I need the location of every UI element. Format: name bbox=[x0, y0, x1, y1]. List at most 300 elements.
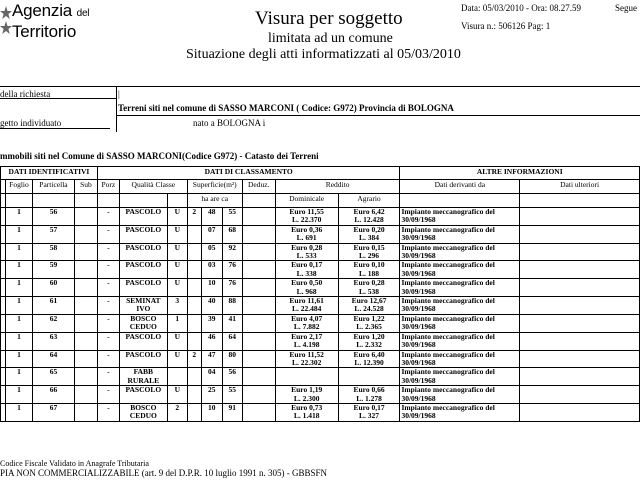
cell-agrario-text: L. 12.428 bbox=[354, 215, 384, 225]
cell-dominicale-text: Euro 2,17 bbox=[291, 332, 323, 341]
footer-line2: PIA NON COMMERCIALIZZABILE (art. 9 del D.P.R. 10 luglio 1991 n. 305) - GBBSFN bbox=[0, 468, 328, 478]
cell-ulteriori bbox=[520, 297, 640, 315]
cell-qualita-text: PASCOLO bbox=[125, 350, 162, 359]
cell-ha bbox=[187, 350, 201, 368]
cell-are bbox=[201, 243, 222, 261]
cell-are-text: 46 bbox=[207, 332, 216, 341]
cell-ca bbox=[222, 314, 242, 332]
cell-ca-text: 92 bbox=[228, 243, 236, 252]
cell-foglio-text: 1 bbox=[17, 314, 21, 323]
cell-dominicale bbox=[275, 403, 338, 421]
cell-dominicale-text: Euro 0,28 bbox=[291, 243, 323, 252]
cell-ca bbox=[222, 368, 242, 386]
cell-derivanti-text: Impianto meccanografico del bbox=[401, 225, 495, 234]
properties-table bbox=[0, 166, 640, 422]
cell-agrario-text: Euro 6,42 bbox=[353, 207, 385, 216]
cell-ulteriori bbox=[520, 261, 640, 279]
cell-ha bbox=[187, 332, 201, 350]
cell-ha bbox=[187, 261, 201, 279]
cell-dominicale bbox=[275, 225, 338, 243]
cell-ha bbox=[187, 208, 201, 226]
cell-foglio-text: 1 bbox=[17, 367, 21, 377]
cell-dominicale-text: Euro 0,73 bbox=[291, 403, 323, 412]
cell-particella bbox=[32, 208, 74, 226]
cell-dominicale-text: Euro 1,19 bbox=[291, 385, 323, 395]
cell-foglio bbox=[5, 314, 32, 332]
cell-agrario bbox=[338, 297, 400, 315]
cell-qualita-text: CEDUO bbox=[129, 322, 157, 332]
cell-particella-text: 61 bbox=[49, 296, 58, 306]
cell-foglio-text: 1 bbox=[17, 350, 21, 359]
cell-are bbox=[201, 403, 222, 421]
cell-porz-text: - bbox=[107, 350, 110, 359]
table-row bbox=[1, 386, 640, 404]
cell-sub bbox=[74, 279, 97, 297]
cell-classe-text: U bbox=[174, 332, 180, 341]
cell-classe bbox=[167, 386, 187, 404]
cell-ca bbox=[222, 332, 242, 350]
cell-foglio bbox=[5, 208, 32, 226]
cell-particella-text: 59 bbox=[49, 260, 58, 270]
cell-particella bbox=[32, 261, 74, 279]
cell-dominicale bbox=[275, 279, 338, 297]
cell-sub bbox=[74, 368, 97, 386]
cell-dominicale bbox=[275, 243, 338, 261]
cell-are-text: 07 bbox=[207, 225, 216, 234]
cell-derivanti-text: 30/09/1968 bbox=[401, 233, 436, 243]
cell-agrario-text: Euro 0,28 bbox=[353, 278, 385, 288]
cell-classe bbox=[167, 332, 187, 350]
cell-derivanti bbox=[400, 368, 520, 386]
cell-deduz bbox=[242, 261, 275, 279]
cell-are-text: 47 bbox=[207, 350, 216, 359]
cell-are bbox=[201, 314, 222, 332]
cell-foglio bbox=[5, 225, 32, 243]
cell-qualita-text: PASCOLO bbox=[125, 207, 162, 216]
cell-classe-text: U bbox=[174, 207, 180, 216]
cell-porz bbox=[97, 314, 119, 332]
cell-dominicale-text: L. 7.882 bbox=[293, 322, 320, 332]
cell-agrario-text: Euro 1,20 bbox=[353, 332, 385, 341]
cell-derivanti-text: Impianto meccanografico del bbox=[401, 403, 495, 412]
cell-classe bbox=[167, 225, 187, 243]
cell-classe-text: U bbox=[174, 385, 180, 395]
cell-ha-text: 2 bbox=[192, 350, 197, 359]
cell-qualita bbox=[119, 279, 167, 297]
cell-dominicale bbox=[275, 386, 338, 404]
cell-derivanti bbox=[400, 386, 520, 404]
cell-deduz bbox=[242, 225, 275, 243]
cell-qualita-text: PASCOLO bbox=[125, 225, 162, 234]
cell-dominicale bbox=[275, 208, 338, 226]
cell-ulteriori bbox=[520, 225, 640, 243]
cell-porz bbox=[97, 386, 119, 404]
cell-ha bbox=[187, 225, 201, 243]
cell-sub bbox=[74, 314, 97, 332]
cell-classe bbox=[167, 243, 187, 261]
cell-dominicale-text: L. 22.302 bbox=[291, 357, 322, 367]
cell-particella-text: 60 bbox=[49, 278, 58, 288]
cell-deduz bbox=[242, 332, 275, 350]
cell-ulteriori bbox=[520, 386, 640, 404]
cell-ulteriori bbox=[520, 403, 640, 421]
cell-agrario-text: L. 296 bbox=[359, 251, 380, 261]
cell-qualita bbox=[119, 403, 167, 421]
cell-are bbox=[201, 332, 222, 350]
cell-porz bbox=[97, 261, 119, 279]
cell-dominicale bbox=[275, 368, 338, 386]
table-row bbox=[1, 261, 640, 279]
cell-foglio bbox=[5, 243, 32, 261]
cell-derivanti-text: 30/09/1968 bbox=[401, 268, 436, 278]
cell-qualita-text: BOSCO bbox=[130, 403, 157, 412]
cell-qualita bbox=[119, 243, 167, 261]
cell-agrario-text: Euro 6,40 bbox=[353, 350, 385, 359]
cell-are-text: 10 bbox=[207, 278, 216, 288]
cell-deduz bbox=[242, 350, 275, 368]
cell-porz-text: - bbox=[107, 278, 110, 288]
cell-classe-text: 2 bbox=[175, 403, 180, 412]
cell-qualita-text: IVO bbox=[136, 304, 151, 314]
cell-agrario bbox=[338, 332, 400, 350]
cell-foglio-text: 1 bbox=[17, 403, 21, 412]
col-foglio: Foglio bbox=[5, 180, 32, 194]
cell-are bbox=[201, 386, 222, 404]
cell-agrario bbox=[338, 350, 400, 368]
cell-agrario-text: Euro 0,10 bbox=[353, 260, 385, 270]
cell-classe-text: U bbox=[174, 260, 180, 270]
cell-ha bbox=[187, 386, 201, 404]
cell-derivanti-text: 30/09/1968 bbox=[401, 304, 436, 314]
cell-derivanti bbox=[400, 208, 520, 226]
cell-agrario bbox=[338, 314, 400, 332]
cell-ca-text: 41 bbox=[228, 314, 236, 323]
cell-particella-text: 67 bbox=[49, 403, 58, 412]
cell-ca-text: 68 bbox=[228, 225, 236, 234]
cell-ha bbox=[187, 403, 201, 421]
cell-ca-text: 76 bbox=[228, 260, 236, 270]
cell-particella bbox=[32, 225, 74, 243]
cell-dominicale bbox=[275, 314, 338, 332]
logo-del: del bbox=[76, 8, 90, 19]
cell-are bbox=[201, 279, 222, 297]
cell-porz bbox=[97, 279, 119, 297]
cell-classe bbox=[167, 350, 187, 368]
cell-sub bbox=[74, 243, 97, 261]
cell-particella-text: 65 bbox=[49, 367, 58, 377]
cell-are-text: 04 bbox=[207, 367, 216, 377]
cell-ca-text: 56 bbox=[228, 367, 236, 377]
cell-ca bbox=[222, 243, 242, 261]
footer-line1: Codice Fiscale Validato in Anagrafe Tributaria bbox=[0, 459, 149, 468]
cell-dominicale-text: L. 968 bbox=[296, 286, 317, 296]
cell-dominicale bbox=[275, 332, 338, 350]
cell-ha bbox=[187, 279, 201, 297]
table-row bbox=[1, 297, 640, 315]
cell-porz-text: - bbox=[107, 260, 110, 270]
cell-derivanti-text: 30/09/1968 bbox=[401, 215, 436, 225]
table-row bbox=[1, 350, 640, 368]
cell-deduz bbox=[242, 243, 275, 261]
cell-foglio-text: 1 bbox=[17, 260, 21, 270]
cell-deduz bbox=[242, 368, 275, 386]
table-row bbox=[1, 243, 640, 261]
cell-classe bbox=[167, 261, 187, 279]
cell-agrario-text: L. 538 bbox=[359, 286, 380, 296]
cell-qualita-text: PASCOLO bbox=[125, 385, 162, 395]
cell-ulteriori bbox=[520, 350, 640, 368]
cell-porz-text: - bbox=[107, 225, 110, 234]
cell-agrario bbox=[338, 243, 400, 261]
cell-are bbox=[201, 208, 222, 226]
cell-ulteriori bbox=[520, 314, 640, 332]
cell-agrario-text: L. 188 bbox=[359, 268, 380, 278]
cell-derivanti bbox=[400, 279, 520, 297]
cell-agrario bbox=[338, 368, 400, 386]
cell-ca-text: 64 bbox=[228, 332, 236, 341]
cell-classe-text: U bbox=[174, 278, 180, 288]
cell-sub bbox=[74, 332, 97, 350]
cell-sub bbox=[74, 403, 97, 421]
cell-agrario-text: Euro 1,22 bbox=[353, 314, 385, 323]
cell-ca bbox=[222, 350, 242, 368]
cell-deduz bbox=[242, 314, 275, 332]
cell-derivanti-text: Impianto meccanografico del bbox=[401, 314, 495, 323]
cell-derivanti bbox=[400, 261, 520, 279]
subheader-ha-are-ca: ha are ca bbox=[187, 194, 242, 208]
cell-porz bbox=[97, 225, 119, 243]
cell-foglio-text: 1 bbox=[17, 332, 21, 341]
cell-deduz bbox=[242, 279, 275, 297]
cell-particella bbox=[32, 386, 74, 404]
cell-agrario bbox=[338, 261, 400, 279]
cell-sub bbox=[74, 208, 97, 226]
cell-agrario-text: Euro 0,66 bbox=[353, 385, 385, 395]
cell-dominicale-text: Euro 0,17 bbox=[291, 260, 323, 270]
cell-qualita bbox=[119, 261, 167, 279]
cell-porz-text: - bbox=[107, 296, 110, 306]
cell-foglio bbox=[5, 386, 32, 404]
cell-derivanti-text: Impianto meccanografico del bbox=[401, 332, 495, 341]
cell-classe-text: U bbox=[174, 350, 180, 359]
subheader-agrario: Agrario bbox=[338, 194, 400, 208]
cell-are bbox=[201, 261, 222, 279]
cell-agrario bbox=[338, 279, 400, 297]
cell-agrario-text: L. 384 bbox=[359, 233, 380, 243]
cell-classe-text: U bbox=[174, 243, 180, 252]
col-ulteriori: Dati ulteriori bbox=[520, 180, 640, 194]
cell-classe bbox=[167, 279, 187, 297]
cell-dominicale-text: Euro 11,61 bbox=[289, 296, 324, 306]
cell-agrario-text: Euro 0,17 bbox=[353, 403, 385, 412]
cell-porz-text: - bbox=[107, 314, 110, 323]
cell-porz-text: - bbox=[107, 367, 110, 377]
cell-derivanti-text: Impianto meccanografico del bbox=[401, 260, 495, 270]
cell-qualita bbox=[119, 368, 167, 386]
group-header-altre: ALTRE INFORMAZIONI bbox=[400, 167, 640, 180]
cell-foglio bbox=[5, 403, 32, 421]
cell-qualita bbox=[119, 386, 167, 404]
cell-derivanti-text: 30/09/1968 bbox=[401, 340, 436, 350]
cell-agrario-text: L. 327 bbox=[359, 411, 380, 421]
cell-qualita-text: FABB bbox=[133, 367, 154, 377]
birth-place: nato a BOLOGNA i bbox=[193, 118, 266, 128]
table-row bbox=[1, 225, 640, 243]
cell-are-text: 48 bbox=[207, 207, 216, 216]
cell-classe bbox=[167, 208, 187, 226]
cell-derivanti-text: 30/09/1968 bbox=[401, 286, 436, 296]
cell-dominicale-text: L. 22.484 bbox=[291, 304, 322, 314]
cell-ca bbox=[222, 261, 242, 279]
cell-dominicale-text: Euro 11,55 bbox=[289, 207, 324, 216]
cell-derivanti bbox=[400, 350, 520, 368]
cell-dominicale-text: L. 1.418 bbox=[293, 411, 320, 421]
cell-qualita bbox=[119, 208, 167, 226]
table-row bbox=[1, 279, 640, 297]
cell-ca bbox=[222, 403, 242, 421]
cell-qualita-text: SEMINAT bbox=[126, 296, 161, 306]
cell-ca-text: 76 bbox=[228, 278, 236, 288]
section-title: mmobili siti nel Comune di SASSO MARCONI(Codice G972) - Catasto dei Terreni bbox=[0, 151, 319, 161]
cell-qualita-text: PASCOLO bbox=[125, 332, 162, 341]
cell-porz bbox=[97, 403, 119, 421]
cell-foglio bbox=[5, 261, 32, 279]
cell-dominicale-text: Euro 0,50 bbox=[291, 278, 323, 288]
cell-sub bbox=[74, 261, 97, 279]
cell-ha bbox=[187, 368, 201, 386]
cell-are bbox=[201, 225, 222, 243]
cell-are-text: 03 bbox=[207, 260, 216, 270]
marker: | bbox=[118, 89, 120, 99]
cell-derivanti-text: Impianto meccanografico del bbox=[401, 243, 495, 252]
cell-derivanti-text: Impianto meccanografico del bbox=[401, 278, 495, 288]
cell-particella bbox=[32, 332, 74, 350]
cell-dominicale bbox=[275, 297, 338, 315]
cell-derivanti bbox=[400, 332, 520, 350]
cell-classe-text: 3 bbox=[175, 296, 180, 306]
subheader-dominicale: Dominicale bbox=[275, 194, 338, 208]
cell-agrario bbox=[338, 386, 400, 404]
cell-qualita bbox=[119, 350, 167, 368]
cell-particella bbox=[32, 297, 74, 315]
cell-classe bbox=[167, 368, 187, 386]
cell-foglio-text: 1 bbox=[17, 278, 21, 288]
cell-derivanti-text: Impianto meccanografico del bbox=[401, 296, 495, 306]
cell-ca bbox=[222, 297, 242, 315]
cell-are-text: 10 bbox=[207, 403, 216, 412]
cell-particella-text: 63 bbox=[49, 332, 58, 341]
cell-derivanti-text: Impianto meccanografico del bbox=[401, 350, 495, 359]
cell-porz-text: - bbox=[107, 385, 110, 395]
col-sub: Sub bbox=[74, 180, 97, 194]
agenzia-territorio-logo bbox=[0, 2, 95, 42]
cell-particella-text: 66 bbox=[49, 385, 58, 395]
cell-ca-text: 55 bbox=[228, 207, 236, 216]
cell-particella-text: 62 bbox=[49, 314, 58, 323]
cell-agrario-text: L. 24.528 bbox=[354, 304, 384, 314]
cell-ca-text: 88 bbox=[228, 296, 236, 306]
cell-qualita bbox=[119, 332, 167, 350]
group-header-class: DATI DI CLASSAMENTO bbox=[97, 167, 400, 180]
cell-dominicale bbox=[275, 350, 338, 368]
cell-agrario bbox=[338, 403, 400, 421]
cell-ca bbox=[222, 225, 242, 243]
cell-porz bbox=[97, 368, 119, 386]
cell-ca bbox=[222, 208, 242, 226]
col-reddito: Reddito bbox=[275, 180, 400, 194]
group-header-ident: DATI IDENTIFICATIVI bbox=[1, 167, 98, 180]
cell-porz-text: - bbox=[107, 207, 110, 216]
cell-sub bbox=[74, 297, 97, 315]
cell-dominicale-text: L. 2.300 bbox=[293, 393, 320, 403]
cell-foglio-text: 1 bbox=[17, 385, 21, 395]
cell-derivanti-text: 30/09/1968 bbox=[401, 251, 436, 261]
cell-ulteriori bbox=[520, 332, 640, 350]
cell-derivanti-text: 30/09/1968 bbox=[401, 393, 436, 403]
cell-porz bbox=[97, 243, 119, 261]
cell-qualita-text: PASCOLO bbox=[125, 278, 162, 288]
cell-ulteriori bbox=[520, 208, 640, 226]
cell-ca-text: 91 bbox=[228, 403, 236, 412]
cell-particella-text: 56 bbox=[49, 207, 58, 216]
cell-ulteriori bbox=[520, 368, 640, 386]
cell-derivanti-text: 30/09/1968 bbox=[401, 322, 436, 332]
cell-ulteriori bbox=[520, 279, 640, 297]
cell-particella-text: 58 bbox=[49, 243, 58, 252]
cell-porz bbox=[97, 332, 119, 350]
cell-qualita bbox=[119, 314, 167, 332]
cell-particella-text: 64 bbox=[49, 350, 58, 359]
cell-particella bbox=[32, 368, 74, 386]
cell-derivanti-text: 30/09/1968 bbox=[401, 357, 436, 367]
cell-are-text: 25 bbox=[207, 385, 216, 395]
logo-line1: Agenzia bbox=[12, 1, 73, 20]
table-row bbox=[1, 314, 640, 332]
cell-qualita-text: PASCOLO bbox=[125, 260, 162, 270]
cell-ca-text: 55 bbox=[228, 385, 236, 395]
logo-line2: Territorio bbox=[12, 22, 77, 41]
cell-agrario-text: Euro 0,15 bbox=[353, 243, 385, 252]
cell-agrario-text: Euro 12,67 bbox=[351, 296, 387, 306]
cell-foglio-text: 1 bbox=[17, 243, 21, 252]
cell-dominicale-text: L. 22.370 bbox=[291, 215, 322, 225]
cell-deduz bbox=[242, 297, 275, 315]
cell-classe-text: 1 bbox=[175, 314, 180, 323]
cell-ca bbox=[222, 386, 242, 404]
cell-derivanti bbox=[400, 225, 520, 243]
cell-are-text: 39 bbox=[207, 314, 216, 323]
table-row bbox=[1, 403, 640, 421]
cell-particella-text: 57 bbox=[49, 225, 58, 234]
cell-derivanti-text: 30/09/1968 bbox=[401, 411, 436, 421]
cell-derivanti bbox=[400, 297, 520, 315]
cell-porz bbox=[97, 350, 119, 368]
cell-dominicale-text: Euro 4,07 bbox=[291, 314, 323, 323]
page-title: Visura per soggetto bbox=[255, 8, 403, 29]
cell-ha bbox=[187, 297, 201, 315]
cell-sub bbox=[74, 225, 97, 243]
cell-qualita bbox=[119, 225, 167, 243]
cell-porz-text: - bbox=[107, 243, 110, 252]
page-subtitle: limitata ad un comune bbox=[268, 31, 393, 46]
cell-sub bbox=[74, 350, 97, 368]
cell-qualita-text: RURALE bbox=[127, 375, 160, 385]
cell-particella bbox=[32, 403, 74, 421]
col-porz: Porz bbox=[97, 180, 119, 194]
cell-are-text: 40 bbox=[207, 296, 216, 306]
star-emblem-icon bbox=[0, 4, 12, 36]
cell-ha bbox=[187, 243, 201, 261]
